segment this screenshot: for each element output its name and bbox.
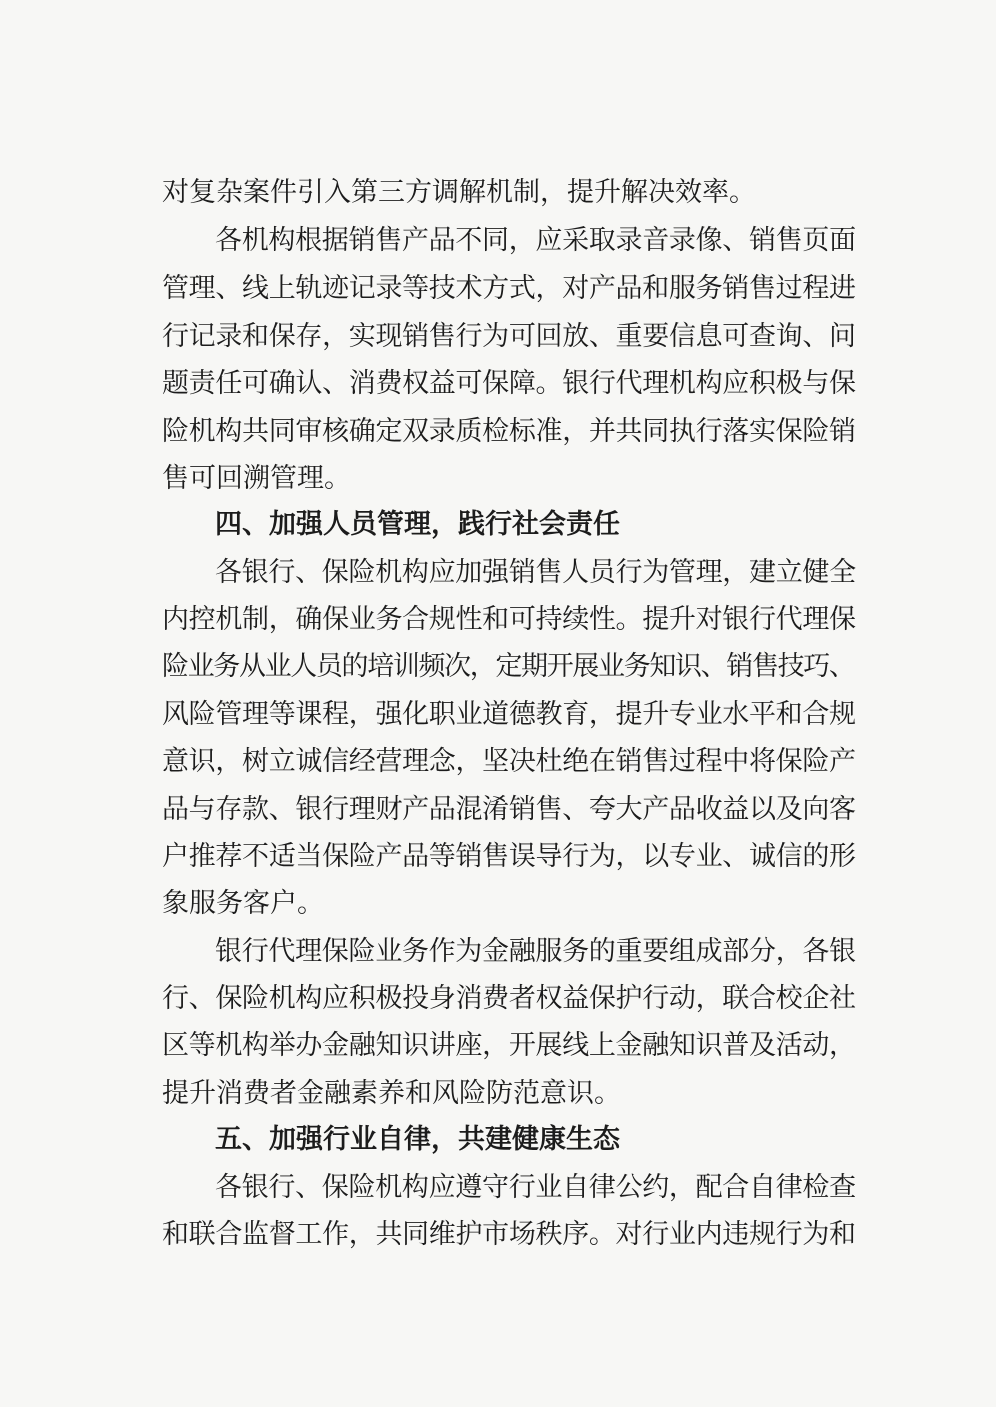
- paragraph-line: 售可回溯管理。: [162, 463, 351, 494]
- paragraph-line: 题责任可确认、消费权益可保障。银行代理机构应积极与保: [162, 368, 856, 399]
- paragraph-line: 对复杂案件引入第三方调解机制，提升解决效率。: [162, 177, 756, 208]
- paragraph-line: 各银行、保险机构应遵守行业自律公约，配合自律检查: [215, 1172, 856, 1203]
- paragraph-line: 和联合监督工作，共同维护市场秩序。对行业内违规行为和: [162, 1219, 856, 1250]
- paragraph-line: 行、保险机构应积极投身消费者权益保护行动，联合校企社: [162, 983, 856, 1014]
- paragraph-line: 户推荐不适当保险产品等销售误导行为，以专业、诚信的形: [162, 841, 856, 872]
- paragraph-line: 管理、线上轨迹记录等技术方式，对产品和服务销售过程进: [162, 273, 856, 304]
- paragraph-line: 风险管理等课程，强化职业道德教育，提升专业水平和合规: [162, 699, 856, 730]
- paragraph-line: 意识，树立诚信经营理念，坚决杜绝在销售过程中将保险产: [162, 746, 856, 777]
- paragraph-line: 险业务从业人员的培训频次，定期开展业务知识、销售技巧、: [162, 651, 855, 682]
- paragraph-line: 行记录和保存，实现销售行为可回放、重要信息可查询、问: [162, 321, 856, 352]
- paragraph-line: 提升消费者金融素养和风险防范意识。: [162, 1078, 621, 1109]
- paragraph-line: 各银行、保险机构应加强销售人员行为管理，建立健全: [215, 557, 856, 588]
- paragraph-line: 区等机构举办金融知识讲座，开展线上金融知识普及活动，: [162, 1030, 856, 1061]
- paragraph-line: 银行代理保险业务作为金融服务的重要组成部分，各银: [215, 936, 856, 967]
- section-heading: 四、加强人员管理，践行社会责任: [215, 509, 620, 540]
- section-heading: 五、加强行业自律，共建健康生态: [215, 1124, 620, 1155]
- paragraph-line: 内控机制，确保业务合规性和可持续性。提升对银行代理保: [162, 604, 856, 635]
- paragraph-line: 象服务客户。: [162, 888, 324, 919]
- paragraph-line: 各机构根据销售产品不同，应采取录音录像、销售页面: [215, 225, 856, 256]
- paragraph-line: 险机构共同审核确定双录质检标准，并共同执行落实保险销: [162, 416, 856, 447]
- paragraph-line: 品与存款、银行理财产品混淆销售、夸大产品收益以及向客: [162, 794, 856, 825]
